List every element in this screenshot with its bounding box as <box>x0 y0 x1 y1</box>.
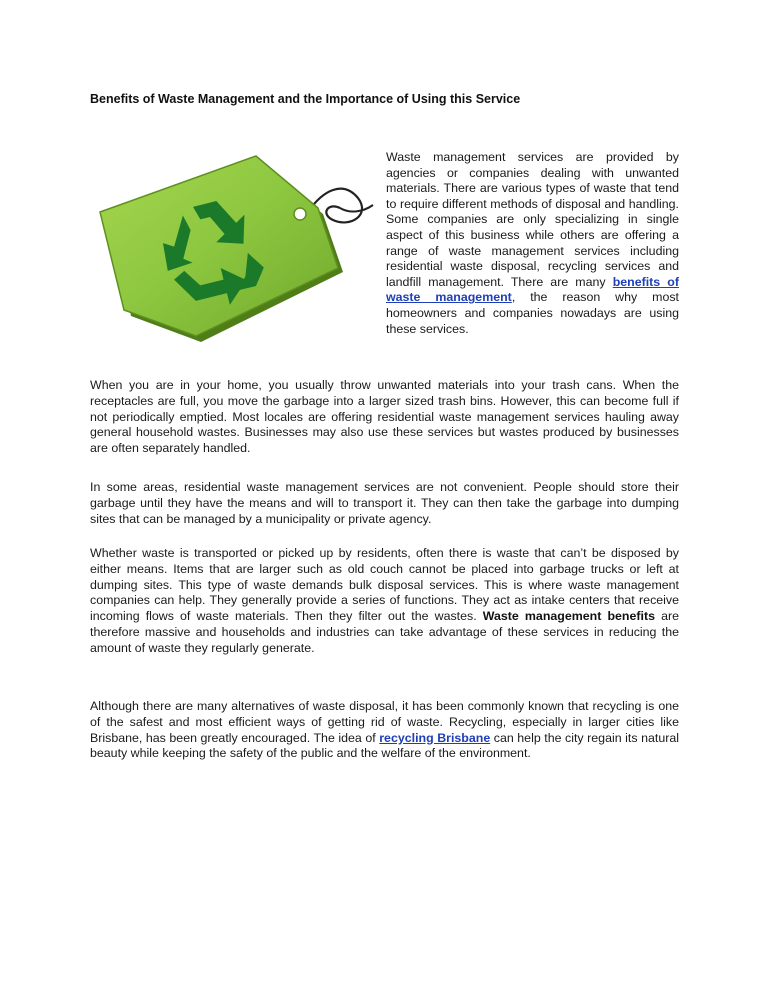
recycling-text: Although there are many alternatives of waste disposal, it has been commonly known that recycling is one of the safest and most efficient ways of getting rid of waste. Recycling, especially in larger cities like Brisbane, has been greatly encouraged. The idea of <box>90 699 679 745</box>
paragraph-storage: In some areas, residential waste management services are not convenient. People should store their garbage until they have the means and will to transport it. They can then take the garbage into dumping sites that can be managed by a municipality or private agency. <box>90 480 679 526</box>
intro-text-end: , the reason why most homeowners and companies nowadays are using these services. <box>386 290 679 336</box>
recycle-tag-icon <box>88 150 378 350</box>
bulk-disposal-text: Whether waste is transported or picked up by residents, often there is waste that can’t be disposed by either means. Items that are larger such as old couch cannot be placed into garbage trucks or left at dumping sites. This type of waste demands bulk disposal services. This is where waste management companies can help. They generally provide a series of functions. They act as intake centers that receive incoming flows of waste materials. Then they filter out the wastes. <box>90 546 679 624</box>
paragraph-recycling <box>90 699 679 762</box>
recycling-text-end: can help the city regain its natural beauty while keeping the safety of the public and the welfare of the environment. <box>90 730 679 761</box>
benefits-of-waste-management-link[interactable]: benefits of waste management <box>386 274 679 305</box>
intro-paragraph <box>386 150 679 337</box>
waste-management-benefits-bold: Waste management benefits <box>482 609 655 624</box>
page-title: Benefits of Waste Management and the Importance of Using this Service <box>90 92 521 106</box>
paragraph-bulk-disposal <box>90 546 679 657</box>
recycling-brisbane-link[interactable]: recycling Brisbane <box>379 730 491 745</box>
intro-text: Waste management services are provided by agencies or companies dealing with unwanted materials. There are various types of waste that tend to require different methods of disposal and handling. Some companies are only specializing in single aspect of this business while others are offering a range of waste management services including residential waste disposal, recycling services and landfill management. There are many <box>386 150 679 289</box>
paragraph-home-waste: When you are in your home, you usually throw unwanted materials into your trash cans. When the receptacles are full, you move the garbage into a larger sized trash bins. However, this can become full if not periodically emptied. Most locales are offering residential waste management services hauling away general household wastes. Businesses may also use these services but wastes produced by businesses are often separately handled. <box>90 378 679 456</box>
bulk-disposal-text-end: are therefore massive and households and industries can take advantage of these services in reducing the amount of waste they regularly generate. <box>90 609 679 655</box>
